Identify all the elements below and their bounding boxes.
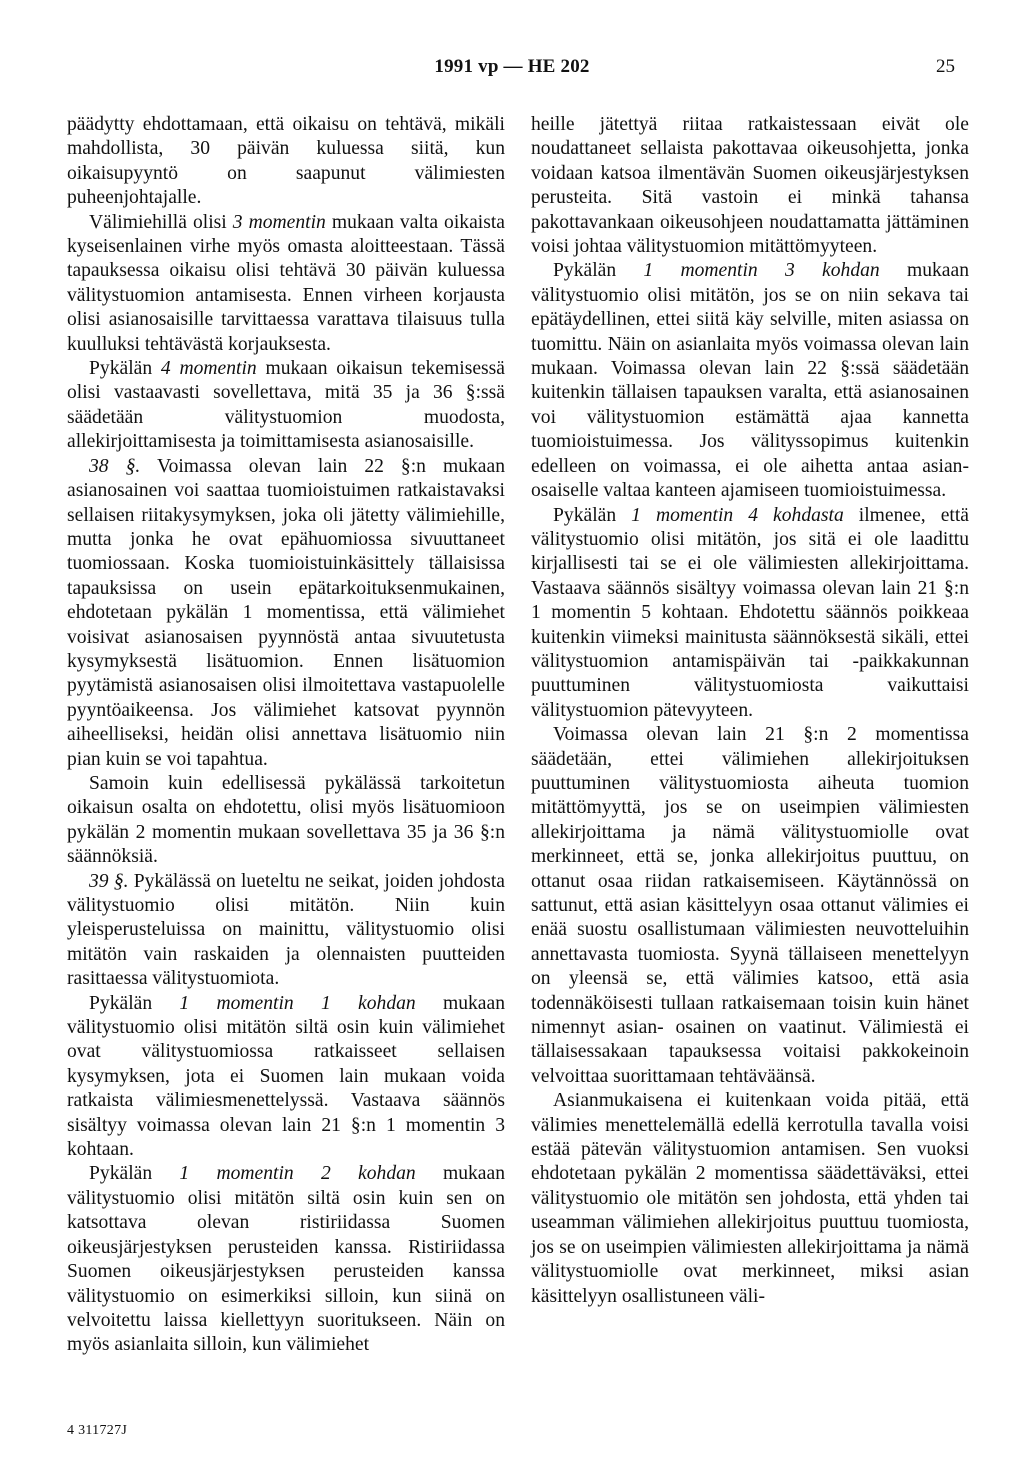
running-head: 1991 vp — HE 202 [434, 56, 590, 77]
text-run: Voimassa olevan lain 22 §:n mukaan asianosainen voi saattaa tuomioistuimen ratkaistavaksi sellaisen riitakysymyksen, joka oli jätetty välimiehille, mutta jonka he ovat epähuomiossa sivuuttaneet tuomiossaan. Koska tuomioistuinkäsittely tällaisissa tapauksissa on usein epätarkoituksenmukainen, ehdotetaan pykälän 1 momentissa, että välimiehet voisivat asianosaisen pyynnöstä antaa sivuutetusta kysymyksestä lisätuomion. Ennen lisätuomion pyytämistä asianosaisen olisi ilmoitettava vastapuolelle pyyntöaikeensa. Jos välimiehet katsovat pyynnön aiheelliseksi, heidän olisi annettava lisätuomio niin pian kuin se voi tapahtua. [67, 455, 505, 770]
text-run: mukaan välitystuomio olisi mitätön siltä osin kuin välimiehet ovat välitystuomiossa ratkaisseet sellaisen kysymyksen, jota ei Suomen lain mukaan voida ratkaista välimiesmenettelyssä. Vastaava säännös sisältyy voimassa olevan lain 21 §:n 1 momentin 3 kohtaan. [67, 992, 505, 1161]
paragraph: Samoin kuin edellisessä pykälässä tarkoitetun oikaisun osalta on ehdotettu, olisi myös lisätuomioon pykälän 2 momentin mukaan sovellettava 35 ja 36 §:n säännöksiä. [67, 772, 505, 868]
text-run: ilmenee, että välitystuomio olisi mitätön, jos sitä ei ole laadittu kirjallisesti tai se ei ole välimiesten allekirjoittama. Vastaava säännös sisältyy voimassa olevan lain 21 §:n 1 momentin 5 kohtaan. Ehdotettu säännös poikkeaa kuitenkin viimeksi mainitusta säännöksestä sikäli, ettei välitystuomion antamispäivän tai -paikkakunnan puuttuminen välitystuomiosta vaikuttaisi välitystuomion pätevyyteen. [531, 504, 969, 721]
text-run: Pykälän [89, 1163, 180, 1185]
page-header [0, 56, 1024, 86]
page-number: 25 [936, 56, 955, 77]
text-run: Pykälän [553, 260, 644, 282]
italic-reference: 1 momentin 4 kohdasta [631, 504, 844, 526]
italic-reference: 1 momentin 3 kohdan [643, 260, 880, 282]
paragraph: heille jätettyä riitaa ratkaistessaan eivät ole noudattaneet sellaista pakottavaa oikeusohjetta, jonka voidaan katsoa ilmentävän Suomen oikeusjärjestyksen perusteita. Sitä vastoin ei minkä tahansa pakottavankaan oikeusohjeen noudattamatta jättäminen voisi johtaa välitystuomion mitättömyyteen. [531, 114, 969, 258]
section-heading: 38 §. [89, 455, 141, 477]
right-column [531, 113, 969, 1309]
italic-reference: 1 momentin 2 kohdan [179, 1163, 416, 1185]
paragraph [67, 211, 505, 357]
paragraph [67, 992, 505, 1163]
text-run: Pykälässä on lueteltu ne seikat, joiden johdosta välitystuomio olisi mitätön. Niin kuin yleisperusteluissa on mainittu, välitystuomio olisi mitätön vain raskaiden ja olennaisten puutteiden rasittaessa välitystuomiota. [67, 870, 506, 990]
paragraph: Asianmukaisena ei kuitenkaan voida pitää, että välimies menettelemällä edellä kerrotulla tavalla voisi estää pätevän välitystuomion antamisen. Sen vuoksi ehdotetaan pykälän 2 momentissa säädettäväksi, ettei välitystuomio ole mitätön sen johdosta, että yhden tai useamman välimiehen allekirjoitus puuttuu tuomiosta, jos se on useimpien välimiesten allekirjoittama ja nämä välitystuomiolle ovat merkinneet, miksi asian käsittelyyn osallistuneen väli- [531, 1090, 969, 1307]
left-column [67, 113, 505, 1358]
paragraph [67, 870, 505, 992]
print-code: 4 311727J [67, 1423, 128, 1438]
italic-reference: 4 momentin [160, 358, 257, 380]
italic-reference: 1 momentin 1 kohdan [179, 992, 416, 1014]
paragraph [67, 357, 505, 455]
text-run: Pykälän [89, 358, 161, 380]
paragraph [67, 455, 505, 772]
paragraph: Voimassa olevan lain 21 §:n 2 momentissa säädetään, ettei välimiehen allekirjoituksen puuttuminen välitystuomiosta aiheuta tuomion mitättömyyttä, jos se on useimpien välimiesten allekirjoittama ja nämä välitystuomiolle ovat merkinneet, että se, jonka allekirjoitus puuttuu, on ottanut osaa riidan ratkaisemiseen. Käytännössä on sattunut, että asian käsittelyyn osaa ottanut välimies ei enää suostu osallistumaan välimiesten neuvotteluihin annettavasta tuomiosta. Syynä tällaiseen menettelyyn on yleensä se, että välimies katsoo, että asia todennäköisesti tullaan ratkaisemaan toisin kuin hänet nimennyt asian- osainen on vaatinut. Välimiestä ei tällaisessakaan tapauksessa voitaisi pakkokeinoin velvoittaa suorittamaan tehtäväänsä. [531, 724, 969, 1087]
text-run: Pykälän [89, 992, 180, 1014]
text-run: Välimiehillä olisi [89, 211, 233, 233]
paragraph: päädytty ehdottamaan, että oikaisu on tehtävä, mikäli mahdollista, 30 päivän kuluessa siitä, kun oikaisupyyntö on saapunut välimiesten puheenjohtajalle. [67, 114, 505, 209]
paragraph [531, 504, 969, 724]
section-heading: 39 §. [89, 870, 129, 892]
text-run: mukaan välitystuomio olisi mitätön siltä osin kuin sen on katsottava olevan ristiriidassa Suomen oikeusjärjestyksen perusteiden kanssa. Ristiriidassa Suomen oikeusjärjestyksen perusteiden kanssa välitystuomio on esimerkiksi silloin, kun siinä on velvoitettu laissa kiellettyyn suoritukseen. Näin on myös asianlaita silloin, kun välimiehet [67, 1163, 505, 1356]
text-run: mukaan valta oikaista kyseisenlainen virhe myös omasta aloitteestaan. Tässä tapauksessa oikaisu olisi tehtävä 30 päivän kuluessa välitystuomion antamisesta. Ennen virheen korjausta olisi asianosaisille tarvittaessa varattava tilaisuus tulla kuulluksi tehtävästä korjauksesta. [67, 211, 505, 355]
text-run: mukaan oikaisun tekemisessä olisi vastaavasti sovellettava, mitä 35 ja 36 §:ssä säädetään välitystuomion muodosta, allekirjoittamisesta ja toimittamisesta asianosaisille. [67, 358, 505, 453]
paragraph [67, 1162, 505, 1357]
text-run: mukaan välitystuomio olisi mitätön, jos se on niin sekava tai epätäydellinen, ettei siitä käy selville, miten asiassa on tuomittu. Näin on asianlaita myös voimassa olevan lain mukaan. Voimassa olevan lain 22 §:ssä säädetään kuitenkin tällaisen tapauksen varalta, että asianosainen voi välitystuomion estämättä ajaa kannetta tuomioistuimessa. Jos välityssopimus kuitenkin edelleen on voimassa, ei ole aihetta antaa asian- osaiselle valtaa kanteen ajamiseen tuomioistuimessa. [531, 260, 969, 502]
text-run: Pykälän [553, 504, 632, 526]
italic-reference: 3 momentin [232, 211, 326, 233]
paragraph [531, 259, 969, 503]
